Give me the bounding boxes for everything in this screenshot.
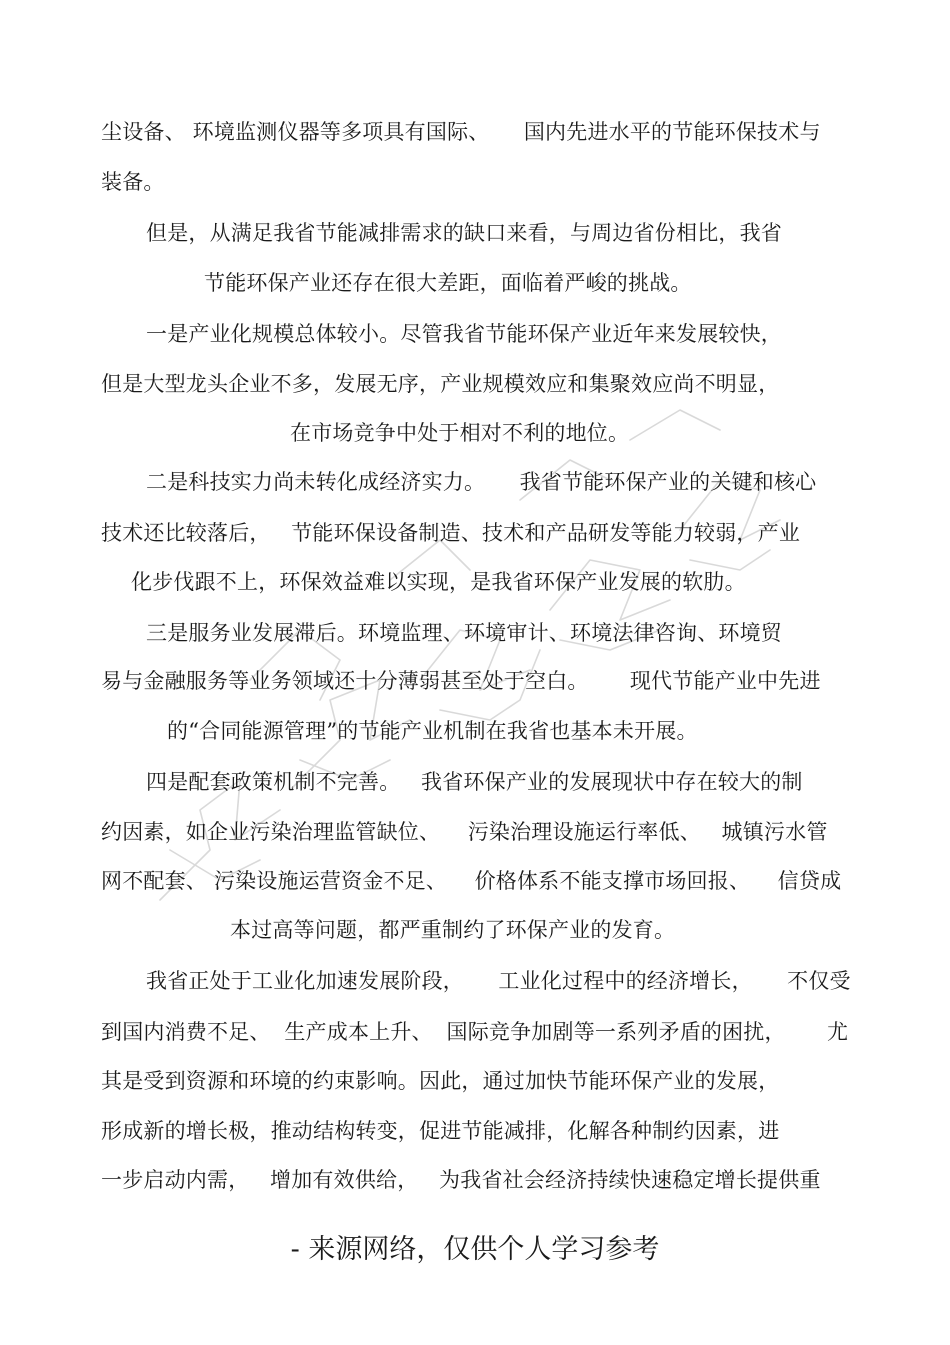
text-line: 约因素，如企业污染治理监管缺位、 污染治理设施运行率低、 城镇污水管 <box>101 820 828 844</box>
text-line: 其是受到资源和环境的约束影响。因此，通过加快节能环保产业的发展， <box>101 1069 780 1093</box>
text-line: 三是服务业发展滞后。环境监理、环境审计、环境法律咨询、环境贸 <box>146 621 782 645</box>
text-line: 四是配套政策机制不完善。 我省环保产业的发展现状中存在较大的制 <box>146 770 803 794</box>
text-line: 网不配套、 污染设施运营资金不足、 价格体系不能支撑市场回报、 信贷成 <box>101 869 842 893</box>
text-line: 本过高等问题，都严重制约了环保产业的发育。 <box>230 918 676 942</box>
text-line: 但是大型龙头企业不多，发展无序，产业规模效应和集聚效应尚不明显， <box>101 372 780 396</box>
text-line: 形成新的增长极，推动结构转变，促进节能减排，化解各种制约因素，进 <box>101 1119 780 1143</box>
text-line: 我省正处于工业化加速发展阶段， 工业化过程中的经济增长， 不仅受 <box>146 969 851 993</box>
text-line: 易与金融服务等业务领域还十分薄弱甚至处于空白。 现代节能产业中先进 <box>101 669 821 693</box>
text-line: 到国内消费不足、 生产成本上升、 国际竞争加剧等一系列矛盾的困扰， 尤 <box>101 1020 849 1044</box>
text-line: 二是科技实力尚未转化成经济实力。 我省节能环保产业的关键和核心 <box>146 470 817 494</box>
footer-note: - 来源网络，仅供个人学习参考 <box>290 1234 660 1265</box>
text-line: 的“合同能源管理”的节能产业机制在我省也基本未开展。 <box>167 719 698 743</box>
text-line: 节能环保产业还存在很大差距，面临着严峻的挑战。 <box>204 271 692 295</box>
text-line: 技术还比较落后， 节能环保设备制造、技术和产品研发等能力较弱，产业 <box>101 521 801 545</box>
text-line: 装备。 <box>101 170 165 194</box>
text-line: 一是产业化规模总体较小。尽管我省节能环保产业近年来发展较快， <box>146 322 782 346</box>
watermark-graphic <box>140 380 800 940</box>
text-line: 但是，从满足我省节能减排需求的缺口来看，与周边省份相比，我省 <box>146 221 782 245</box>
text-line: 化步伐跟不上，环保效益难以实现，是我省环保产业发展的软肋。 <box>131 570 746 594</box>
text-line: 一步启动内需， 增加有效供给， 为我省社会经济持续快速稳定增长提供重 <box>101 1168 821 1192</box>
text-line: 在市场竞争中处于相对不利的地位。 <box>290 421 630 445</box>
text-line: 尘设备、 环境监测仪器等多项具有国际、 国内先进水平的节能环保技术与 <box>101 120 821 144</box>
